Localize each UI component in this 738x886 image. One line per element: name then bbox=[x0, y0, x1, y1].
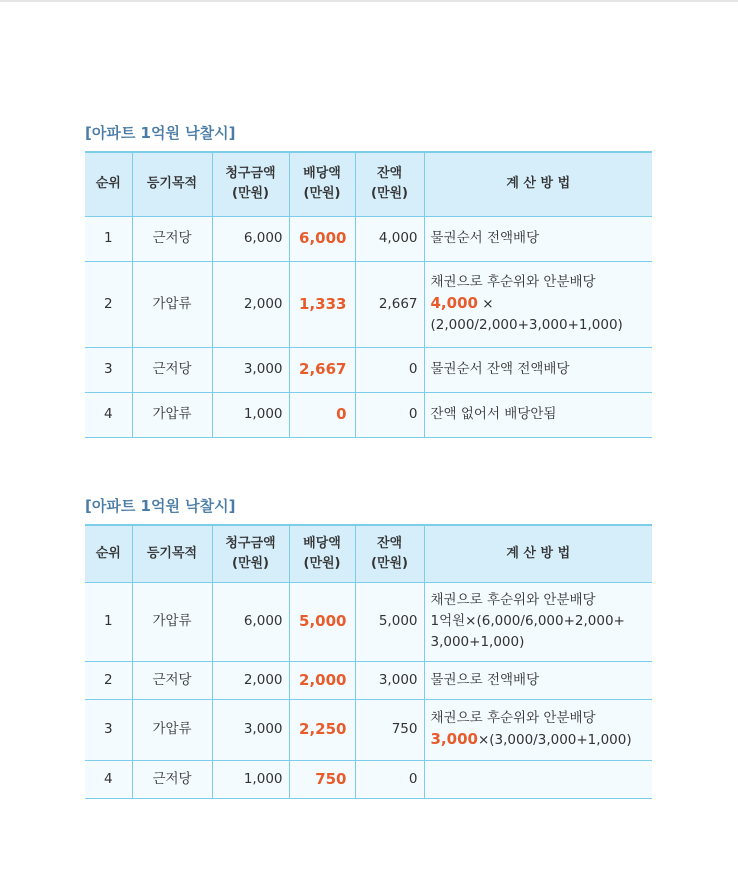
cell-method bbox=[424, 760, 652, 798]
header-rank: 순위 bbox=[85, 525, 132, 582]
header-purpose: 등기목적 bbox=[132, 525, 212, 582]
section-2 bbox=[85, 496, 652, 799]
cell-balance: 0 bbox=[355, 392, 424, 437]
cell-balance: 3,000 bbox=[355, 661, 424, 699]
cell-claim: 2,000 bbox=[212, 661, 289, 699]
cell-method: 물권순서 전액배당 bbox=[424, 216, 652, 261]
section-title: [아파트 1억원 낙찰시] bbox=[85, 124, 236, 142]
cell-balance: 2,667 bbox=[355, 261, 424, 347]
cell-dividend: 2,000 bbox=[289, 661, 355, 699]
header-claim: 청구금액 (만원) bbox=[212, 525, 289, 582]
cell-claim: 1,000 bbox=[212, 392, 289, 437]
cell-dividend: 1,333 bbox=[289, 261, 355, 347]
distribution-table bbox=[85, 151, 652, 438]
table-row bbox=[85, 216, 652, 261]
cell-rank: 3 bbox=[85, 347, 132, 392]
cell-rank: 4 bbox=[85, 392, 132, 437]
table-row bbox=[85, 661, 652, 699]
cell-purpose: 근저당 bbox=[132, 661, 212, 699]
cell-rank: 2 bbox=[85, 661, 132, 699]
header-balance: 잔액 (만원) bbox=[355, 525, 424, 582]
cell-dividend: 2,250 bbox=[289, 699, 355, 760]
header-method: 계 산 방 법 bbox=[424, 152, 652, 216]
header-rank: 순위 bbox=[85, 152, 132, 216]
cell-method: 채권으로 후순위와 안분배당 1억원×(6,000/6,000+2,000+ 3,000+1,000) bbox=[424, 582, 652, 661]
cell-purpose: 근저당 bbox=[132, 216, 212, 261]
cell-claim: 6,000 bbox=[212, 582, 289, 661]
header-purpose: 등기목적 bbox=[132, 152, 212, 216]
cell-claim: 6,000 bbox=[212, 216, 289, 261]
cell-claim: 3,000 bbox=[212, 699, 289, 760]
cell-rank: 3 bbox=[85, 699, 132, 760]
table-row bbox=[85, 261, 652, 347]
cell-purpose: 근저당 bbox=[132, 347, 212, 392]
cell-purpose: 가압류 bbox=[132, 699, 212, 760]
cell-purpose: 가압류 bbox=[132, 261, 212, 347]
table-row bbox=[85, 347, 652, 392]
table-row bbox=[85, 392, 652, 437]
cell-claim: 3,000 bbox=[212, 347, 289, 392]
cell-rank: 1 bbox=[85, 216, 132, 261]
section-title: [아파트 1억원 낙찰시] bbox=[85, 497, 236, 515]
table-row bbox=[85, 699, 652, 760]
cell-method: 채권으로 후순위와 안분배당 3,000×(3,000/3,000+1,000) bbox=[424, 699, 652, 760]
cell-dividend: 750 bbox=[289, 760, 355, 798]
cell-balance: 750 bbox=[355, 699, 424, 760]
cell-dividend: 2,667 bbox=[289, 347, 355, 392]
table-row bbox=[85, 760, 652, 798]
cell-purpose: 가압류 bbox=[132, 582, 212, 661]
cell-method: 채권으로 후순위와 안분배당 4,000 × (2,000/2,000+3,000+1,000) bbox=[424, 261, 652, 347]
header-balance: 잔액 (만원) bbox=[355, 152, 424, 216]
cell-method: 잔액 없어서 배당안됨 bbox=[424, 392, 652, 437]
cell-rank: 2 bbox=[85, 261, 132, 347]
cell-rank: 1 bbox=[85, 582, 132, 661]
cell-dividend: 6,000 bbox=[289, 216, 355, 261]
header-dividend: 배당액 (만원) bbox=[289, 525, 355, 582]
cell-balance: 0 bbox=[355, 347, 424, 392]
cell-balance: 0 bbox=[355, 760, 424, 798]
cell-rank: 4 bbox=[85, 760, 132, 798]
table-row bbox=[85, 582, 652, 661]
cell-dividend: 0 bbox=[289, 392, 355, 437]
cell-purpose: 가압류 bbox=[132, 392, 212, 437]
distribution-table bbox=[85, 524, 652, 799]
header-row bbox=[85, 152, 652, 216]
cell-dividend: 5,000 bbox=[289, 582, 355, 661]
cell-claim: 1,000 bbox=[212, 760, 289, 798]
section-1 bbox=[85, 123, 652, 438]
cell-claim: 2,000 bbox=[212, 261, 289, 347]
cell-balance: 4,000 bbox=[355, 216, 424, 261]
header-method: 계 산 방 법 bbox=[424, 525, 652, 582]
top-divider bbox=[0, 0, 738, 2]
cell-balance: 5,000 bbox=[355, 582, 424, 661]
cell-method: 물권으로 전액배당 bbox=[424, 661, 652, 699]
cell-method: 물권순서 잔액 전액배당 bbox=[424, 347, 652, 392]
header-dividend: 배당액 (만원) bbox=[289, 152, 355, 216]
header-row bbox=[85, 525, 652, 582]
header-claim: 청구금액 (만원) bbox=[212, 152, 289, 216]
cell-purpose: 근저당 bbox=[132, 760, 212, 798]
